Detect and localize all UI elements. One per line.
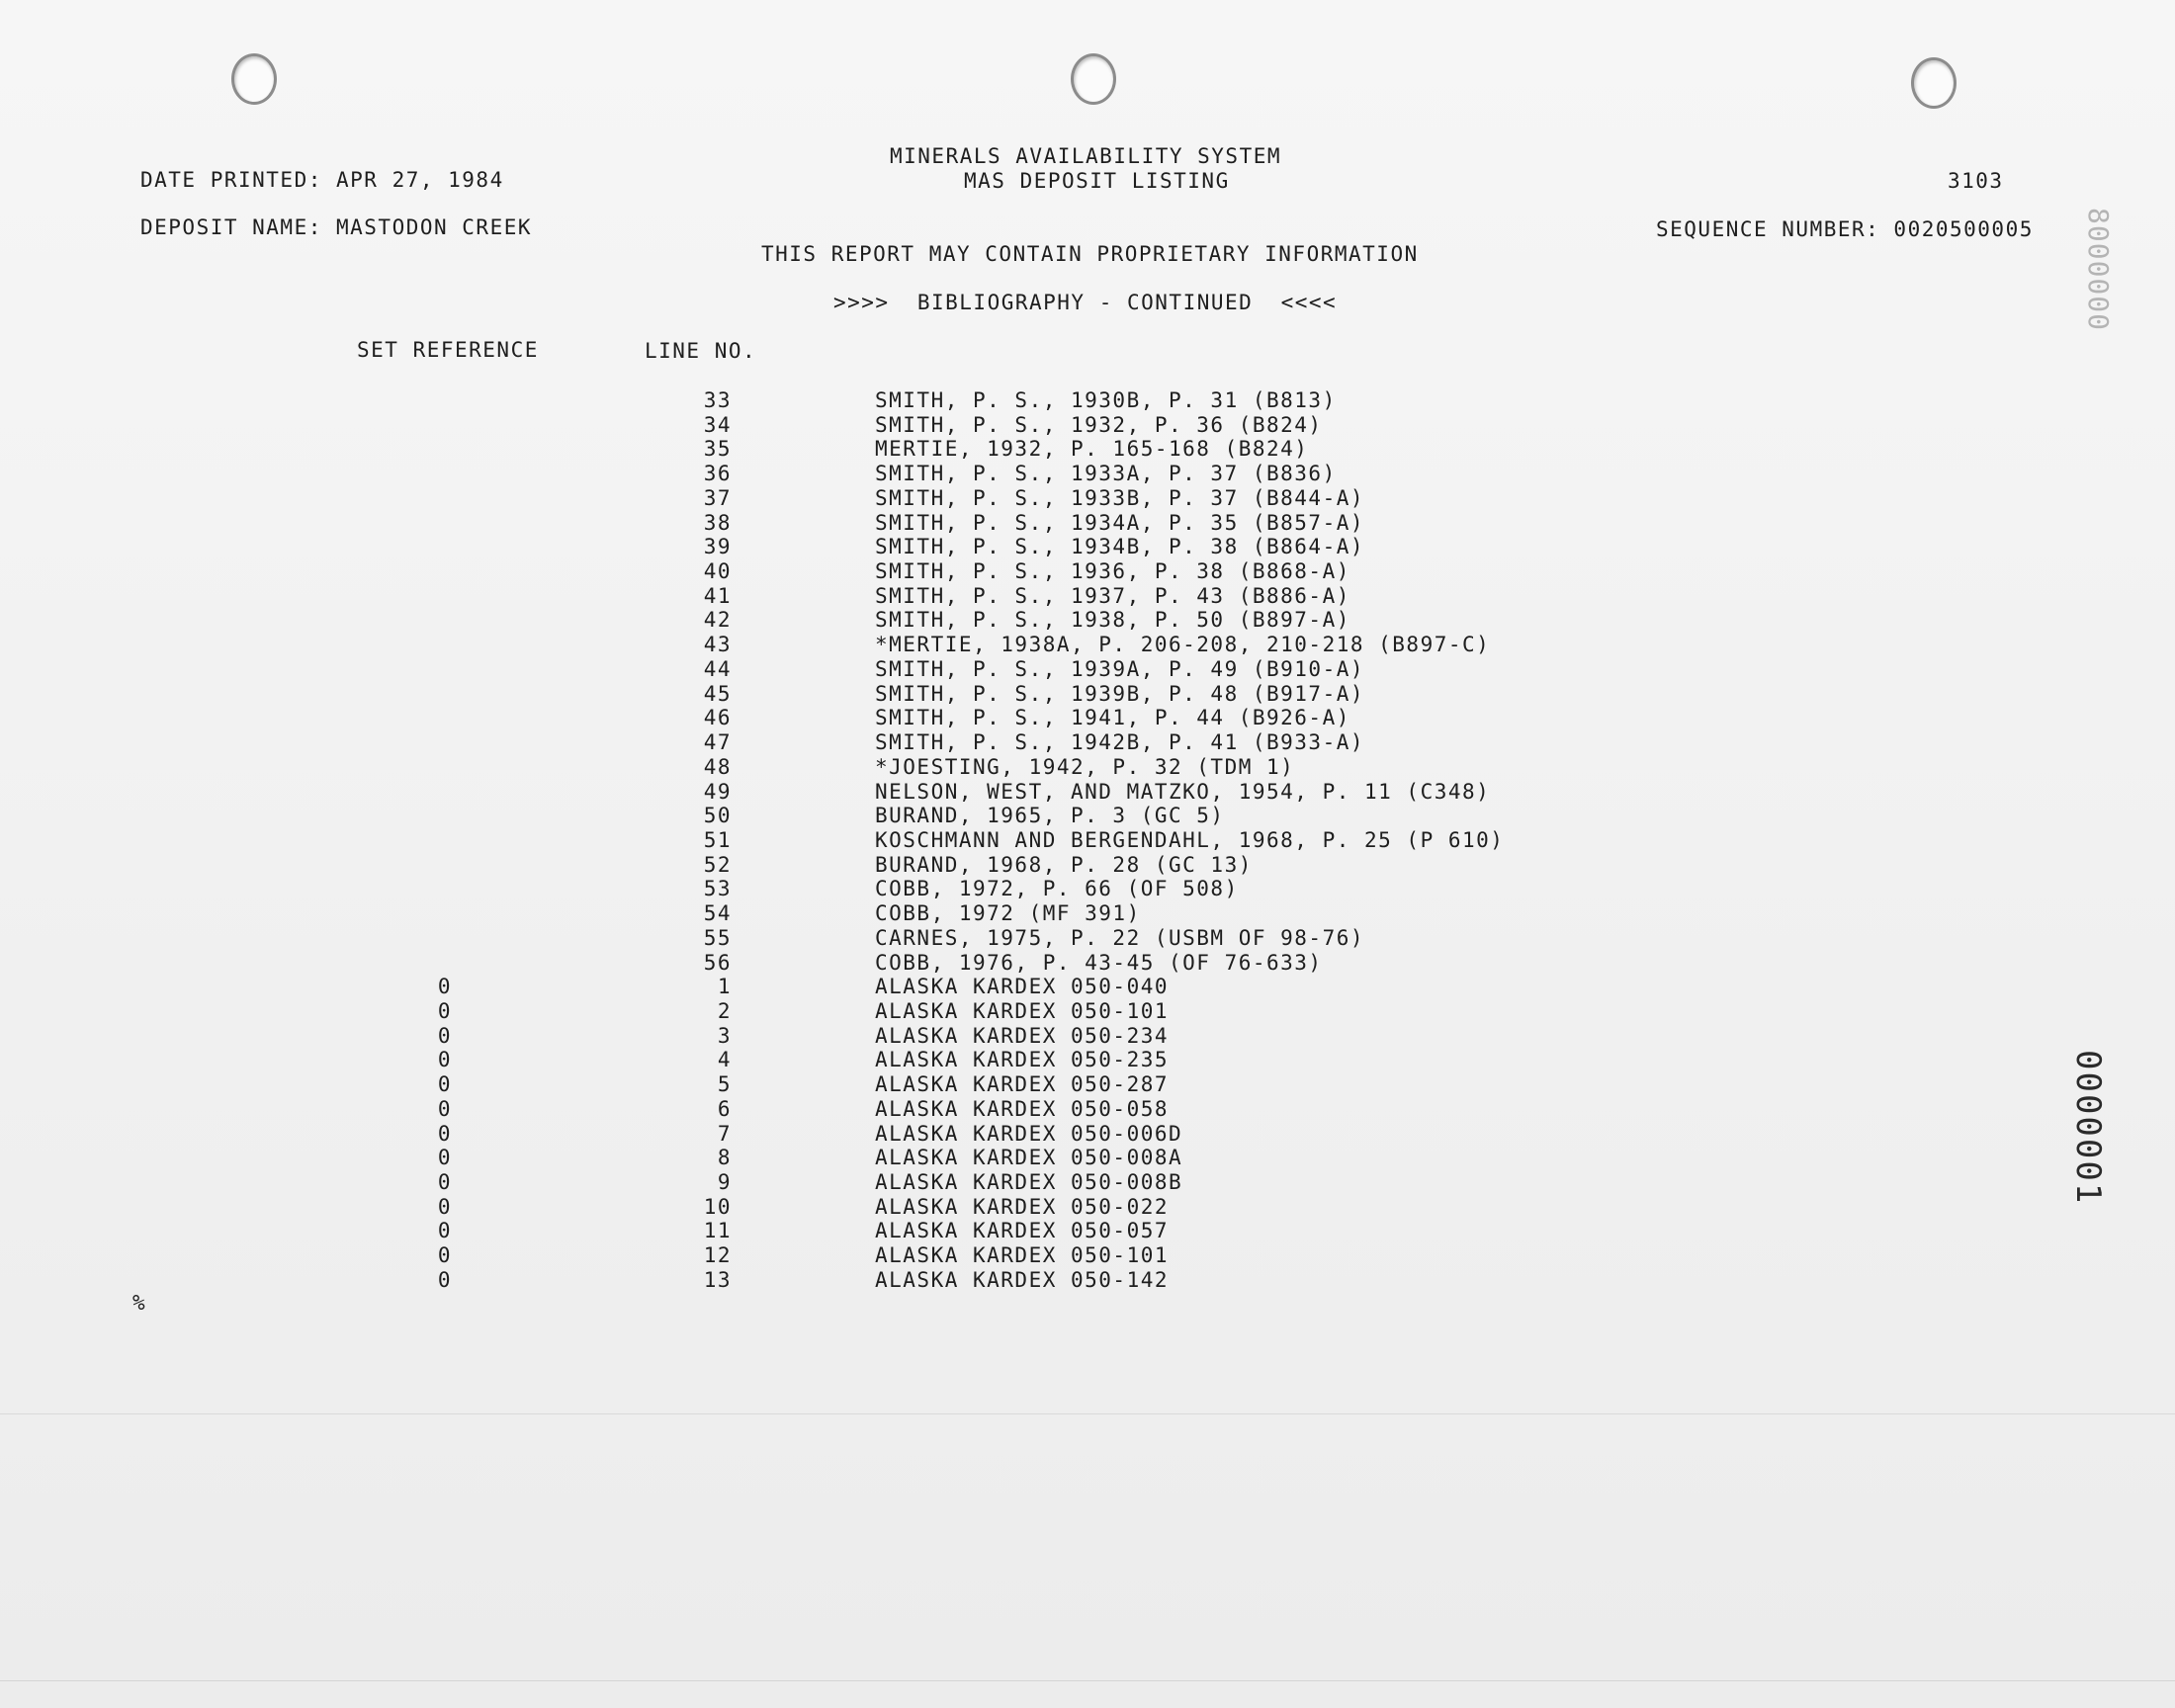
section-title: >>>> BIBLIOGRAPHY - CONTINUED <<<<: [833, 291, 1338, 314]
sequence-number: SEQUENCE NUMBER: 0020500005: [1656, 217, 2034, 241]
reference-cell: BURAND, 1968, P. 28 (GC 13): [875, 852, 1253, 877]
table-row: [0, 1146, 1582, 1170]
table-row: [0, 657, 1582, 682]
set-reference-cell: 0: [437, 1170, 453, 1195]
reference-cell: SMITH, P. S., 1936, P. 38 (B868-A): [875, 559, 1350, 584]
set-reference-cell: 0: [437, 1146, 453, 1170]
line-number-cell: 45: [703, 681, 732, 706]
table-row: [0, 535, 1582, 559]
table-row: [0, 437, 1582, 462]
reference-cell: BURAND, 1965, P. 3 (GC 5): [875, 804, 1225, 828]
reference-cell: COBB, 1972, P. 66 (OF 508): [875, 877, 1239, 901]
line-number-cell: 41: [703, 583, 732, 608]
reference-cell: SMITH, P. S., 1937, P. 43 (B886-A): [875, 583, 1350, 608]
set-reference-cell: 0: [437, 1194, 453, 1219]
line-number-cell: 43: [703, 633, 732, 657]
reference-cell: MERTIE, 1932, P. 165-168 (B824): [875, 437, 1309, 462]
table-row: [0, 633, 1582, 657]
deposit-name: DEPOSIT NAME: MASTODON CREEK: [140, 215, 533, 239]
line-number-cell: 13: [703, 1267, 732, 1292]
reference-cell: SMITH, P. S., 1939B, P. 48 (B917-A): [875, 681, 1365, 706]
line-number-cell: 48: [703, 754, 732, 779]
set-reference-cell: 0: [437, 975, 453, 999]
reference-cell: ALASKA KARDEX 050-058: [875, 1096, 1170, 1121]
table-row: [0, 413, 1582, 438]
set-reference-cell: 0: [437, 1243, 453, 1268]
line-number-cell: 37: [703, 485, 732, 510]
set-reference-cell: 0: [437, 1267, 453, 1292]
line-number-cell: 44: [703, 656, 732, 681]
table-row: [0, 682, 1582, 707]
set-reference-cell: 0: [437, 1072, 453, 1097]
line-number-cell: 39: [703, 535, 732, 559]
table-row: [0, 1195, 1582, 1220]
table-row: [0, 559, 1582, 584]
line-number-cell: 7: [717, 1121, 732, 1146]
line-number-cell: 53: [703, 877, 732, 901]
set-reference-cell: 0: [437, 1023, 453, 1048]
table-row: [0, 780, 1582, 805]
reference-cell: CARNES, 1975, P. 22 (USBM OF 98-76): [875, 925, 1365, 950]
line-number-cell: 6: [717, 1096, 732, 1121]
table-row: [0, 901, 1582, 926]
line-number-cell: 46: [703, 706, 732, 730]
reference-cell: *MERTIE, 1938A, P. 206-208, 210-218 (B897-C): [875, 633, 1491, 657]
reference-cell: *JOESTING, 1942, P. 32 (TDM 1): [875, 754, 1295, 779]
set-reference-cell: 0: [437, 1219, 453, 1243]
line-number-cell: 11: [703, 1219, 732, 1243]
end-marker: %: [132, 1291, 147, 1315]
reference-cell: COBB, 1972 (MF 391): [875, 901, 1141, 926]
reference-cell: ALASKA KARDEX 050-101: [875, 999, 1170, 1023]
page-bottom-edge: [0, 1680, 2175, 1681]
line-number-cell: 10: [703, 1194, 732, 1219]
table-row: [0, 828, 1582, 853]
table-row: [0, 853, 1582, 878]
line-no-header: LINE NO.: [645, 339, 757, 363]
table-row: [0, 926, 1582, 951]
table-row: [0, 877, 1582, 901]
reference-cell: ALASKA KARDEX 050-008A: [875, 1146, 1183, 1170]
reference-cell: ALASKA KARDEX 050-235: [875, 1048, 1170, 1072]
date-printed: DATE PRINTED: APR 27, 1984: [140, 168, 504, 192]
reference-cell: ALASKA KARDEX 050-287: [875, 1072, 1170, 1097]
table-row: [0, 1072, 1582, 1097]
reference-cell: SMITH, P. S., 1942B, P. 41 (B933-A): [875, 730, 1365, 755]
reference-cell: SMITH, P. S., 1934A, P. 35 (B857-A): [875, 510, 1365, 535]
line-number-cell: 8: [717, 1146, 732, 1170]
reference-cell: ALASKA KARDEX 050-101: [875, 1243, 1170, 1268]
line-number-cell: 40: [703, 559, 732, 584]
table-row: [0, 1122, 1582, 1147]
reference-cell: SMITH, P. S., 1930B, P. 31 (B813): [875, 388, 1337, 412]
line-number-cell: 49: [703, 779, 732, 804]
reference-cell: SMITH, P. S., 1933A, P. 37 (B836): [875, 462, 1337, 486]
line-number-cell: 9: [717, 1170, 732, 1195]
table-row: [0, 584, 1582, 609]
reference-cell: SMITH, P. S., 1932, P. 36 (B824): [875, 412, 1323, 437]
line-number-cell: 38: [703, 510, 732, 535]
reference-cell: SMITH, P. S., 1933B, P. 37 (B844-A): [875, 485, 1365, 510]
table-row: [0, 1170, 1582, 1195]
reference-cell: SMITH, P. S., 1941, P. 44 (B926-A): [875, 706, 1350, 730]
set-reference-cell: 0: [437, 1121, 453, 1146]
frame-number-stamp: 0000001: [2068, 1050, 2108, 1206]
line-number-cell: 33: [703, 388, 732, 412]
table-row: [0, 1268, 1582, 1293]
set-reference-cell: 0: [437, 1096, 453, 1121]
punch-hole-left: [231, 53, 277, 105]
line-number-cell: 55: [703, 925, 732, 950]
table-row: [0, 730, 1582, 755]
proprietary-notice: THIS REPORT MAY CONTAIN PROPRIETARY INFORMATION: [761, 242, 1419, 266]
line-number-cell: 54: [703, 901, 732, 926]
table-row: [0, 511, 1582, 536]
reference-cell: SMITH, P. S., 1939A, P. 49 (B910-A): [875, 656, 1365, 681]
table-row: [0, 951, 1582, 976]
line-number-cell: 1: [717, 975, 732, 999]
page-fold-line: [0, 1413, 2175, 1414]
reference-cell: COBB, 1976, P. 43-45 (OF 76-633): [875, 950, 1323, 975]
set-reference-cell: 0: [437, 1048, 453, 1072]
reference-cell: ALASKA KARDEX 050-234: [875, 1023, 1170, 1048]
line-number-cell: 50: [703, 804, 732, 828]
table-row: [0, 1243, 1582, 1268]
reference-cell: NELSON, WEST, AND MATZKO, 1954, P. 11 (C348): [875, 779, 1491, 804]
line-number-cell: 3: [717, 1023, 732, 1048]
line-number-cell: 52: [703, 852, 732, 877]
reference-cell: SMITH, P. S., 1938, P. 50 (B897-A): [875, 608, 1350, 633]
line-number-cell: 4: [717, 1048, 732, 1072]
table-row: [0, 804, 1582, 828]
reference-cell: ALASKA KARDEX 050-142: [875, 1267, 1170, 1292]
table-row: [0, 755, 1582, 780]
reference-cell: ALASKA KARDEX 050-057: [875, 1219, 1170, 1243]
table-row: [0, 388, 1582, 413]
line-number-cell: 5: [717, 1072, 732, 1097]
line-number-cell: 36: [703, 462, 732, 486]
punch-hole-center: [1071, 53, 1116, 105]
reference-cell: ALASKA KARDEX 050-022: [875, 1194, 1170, 1219]
reference-cell: ALASKA KARDEX 050-040: [875, 975, 1170, 999]
line-number-cell: 34: [703, 412, 732, 437]
table-row: [0, 999, 1582, 1024]
line-number-cell: 56: [703, 950, 732, 975]
listing-title: MAS DEPOSIT LISTING: [964, 169, 1230, 193]
table-row: [0, 975, 1582, 999]
page-number: 3103: [1948, 169, 2004, 193]
faint-margin-stamp: 8000000: [2082, 208, 2115, 332]
table-row: [0, 706, 1582, 730]
punch-hole-right: [1911, 57, 1957, 109]
set-reference-cell: 0: [437, 999, 453, 1023]
reference-cell: KOSCHMANN AND BERGENDAHL, 1968, P. 25 (P 610): [875, 827, 1505, 852]
table-row: [0, 1024, 1582, 1049]
line-number-cell: 47: [703, 730, 732, 755]
table-row: [0, 486, 1582, 511]
system-title: MINERALS AVAILABILITY SYSTEM: [890, 144, 1282, 168]
reference-cell: SMITH, P. S., 1934B, P. 38 (B864-A): [875, 535, 1365, 559]
table-row: [0, 1219, 1582, 1243]
table-row: [0, 1048, 1582, 1072]
line-number-cell: 42: [703, 608, 732, 633]
line-number-cell: 35: [703, 437, 732, 462]
set-reference-header: SET REFERENCE: [357, 338, 539, 362]
table-row: [0, 462, 1582, 486]
reference-cell: ALASKA KARDEX 050-008B: [875, 1170, 1183, 1195]
reference-cell: ALASKA KARDEX 050-006D: [875, 1121, 1183, 1146]
line-number-cell: 12: [703, 1243, 732, 1268]
table-row: [0, 1097, 1582, 1122]
table-row: [0, 608, 1582, 633]
line-number-cell: 51: [703, 827, 732, 852]
line-number-cell: 2: [717, 999, 732, 1023]
